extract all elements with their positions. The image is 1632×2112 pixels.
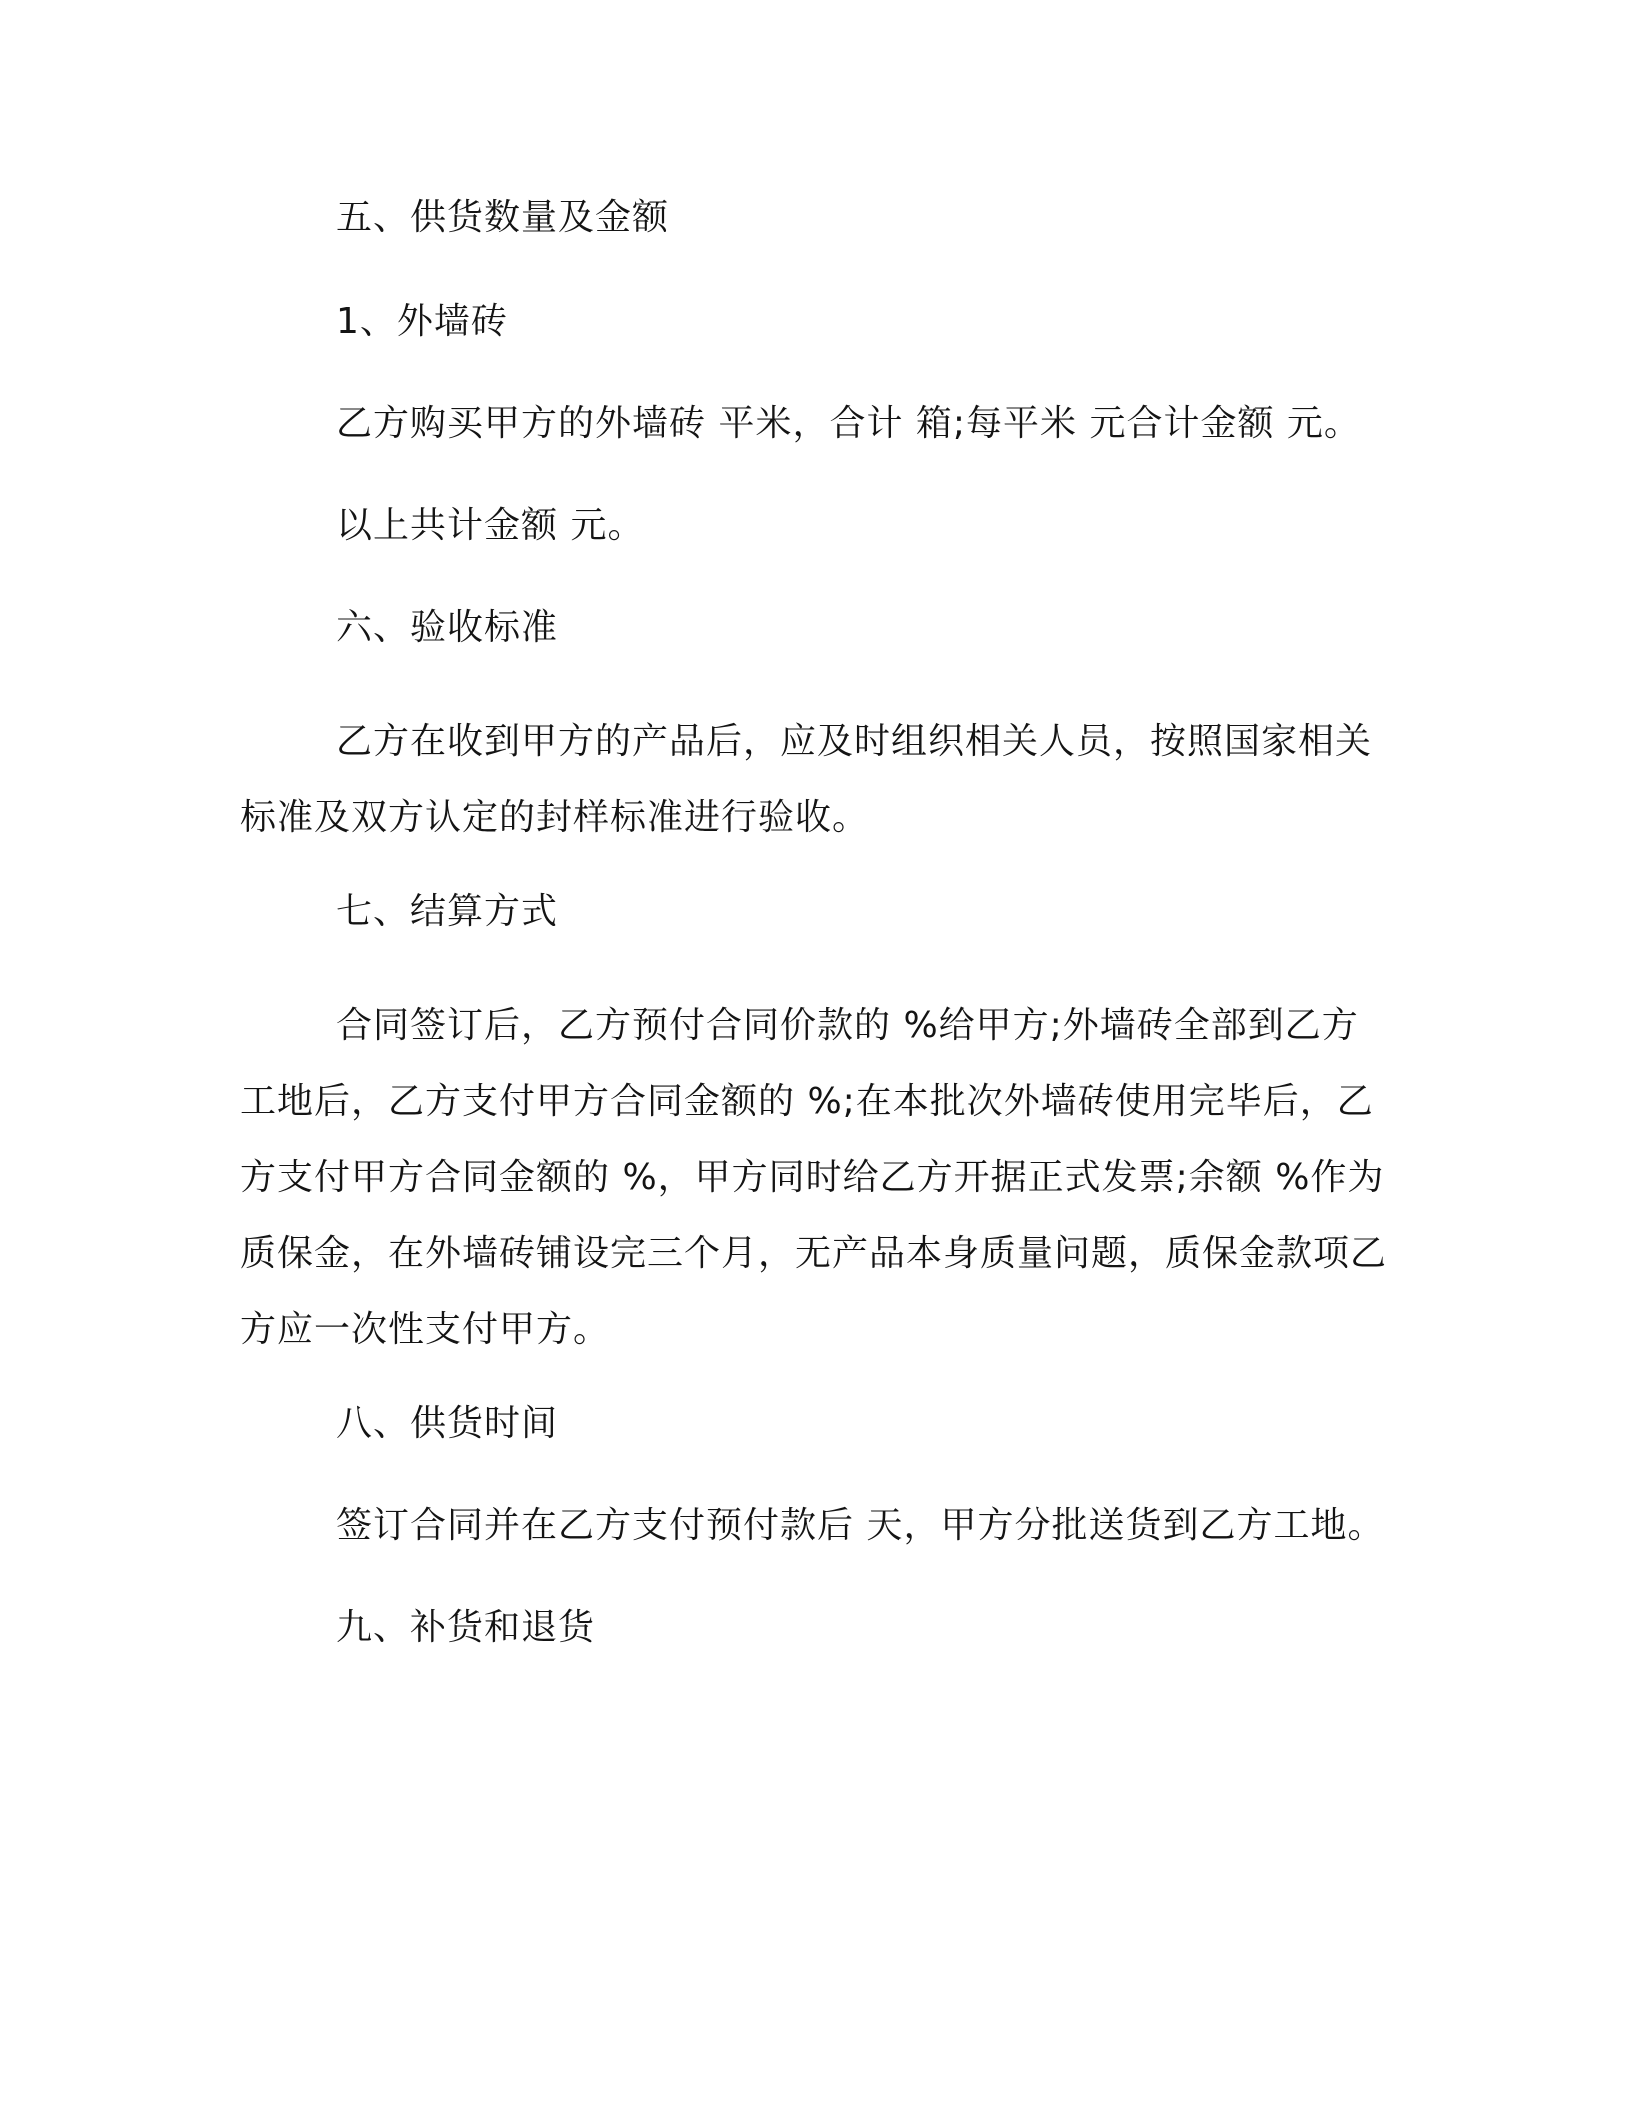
section-heading-8: 八、供货时间 <box>336 1403 559 1444</box>
section-heading-7: 七、结算方式 <box>336 891 559 932</box>
section-heading-5: 五、供货数量及金额 <box>336 197 670 238</box>
section-heading-6: 六、验收标准 <box>336 607 559 648</box>
subsection-heading-1: 1、外墙砖 <box>336 301 508 342</box>
paragraph-total-amount: 以上共计金额 元。 <box>336 505 645 546</box>
paragraph-settlement-method: 合同签订后，乙方预付合同价款的 %给甲方;外墙砖全部到乙方工地后，乙方支付甲方合同金额的 %;在本批次外墙砖使用完毕后，乙方支付甲方合同金额的 %，甲方同时给乙方开据正式发票;余额 %作为质保金，在外墙砖铺设完三个月，无产品本身质量问题，质保金款项乙方应一次性支付甲方。 <box>240 1005 1388 1350</box>
paragraph-tile-purchase: 乙方购买甲方的外墙砖 平米，合计 箱;每平米 元合计金额 元。 <box>336 403 1361 444</box>
paragraph-acceptance-standard: 乙方在收到甲方的产品后，应及时组织相关人员，按照国家相关标准及双方认定的封样标准进行验收。 <box>240 721 1373 838</box>
section-heading-9: 九、补货和退货 <box>336 1607 596 1648</box>
paragraph-delivery-time: 签订合同并在乙方支付预付款后 天，甲方分批送货到乙方工地。 <box>336 1505 1385 1546</box>
